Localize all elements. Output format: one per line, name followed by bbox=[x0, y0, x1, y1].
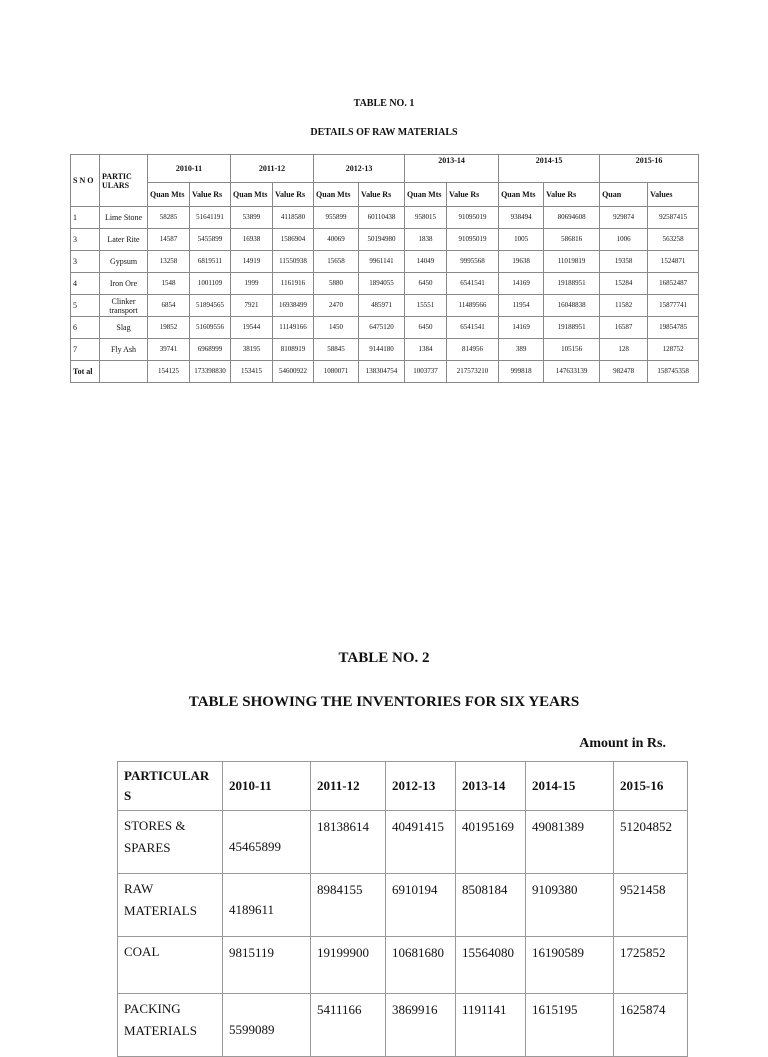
row-value: 80694608 bbox=[544, 207, 600, 229]
table1-subtitle: DETAILS OF RAW MATERIALS bbox=[310, 127, 458, 138]
sub-header: Quan Mts bbox=[499, 183, 544, 207]
row-value: 955899 bbox=[314, 207, 359, 229]
row-sno: 7 bbox=[71, 339, 100, 361]
sub-header: Value Rs bbox=[190, 183, 231, 207]
table-row bbox=[71, 361, 699, 383]
row-particular: Gypsum bbox=[100, 251, 148, 273]
row-value: 14169 bbox=[499, 273, 544, 295]
row-value: 49081389 bbox=[526, 811, 614, 874]
row-sno: 3 bbox=[71, 229, 100, 251]
table-row bbox=[118, 937, 688, 994]
row-value: 14587 bbox=[148, 229, 190, 251]
row-value: 929874 bbox=[600, 207, 648, 229]
row-value: 39741 bbox=[148, 339, 190, 361]
row-particular: STORES & SPARES bbox=[118, 811, 223, 874]
row-particular: Iron Ore bbox=[100, 273, 148, 295]
row-value: 154125 bbox=[148, 361, 190, 383]
row-value: 13258 bbox=[148, 251, 190, 273]
row-value: 19188951 bbox=[544, 317, 600, 339]
amount-note: Amount in Rs. bbox=[579, 736, 666, 751]
row-value: 1838 bbox=[405, 229, 447, 251]
row-value: 6541541 bbox=[447, 273, 499, 295]
row-particular: Clinker transport bbox=[100, 295, 148, 317]
row-value: 51609556 bbox=[190, 317, 231, 339]
row-value: 15551 bbox=[405, 295, 447, 317]
row-sno: 4 bbox=[71, 273, 100, 295]
row-value: 6968999 bbox=[190, 339, 231, 361]
row-value: 40491415 bbox=[386, 811, 456, 874]
row-value: 14919 bbox=[231, 251, 273, 273]
year-header: 2012-13 bbox=[314, 155, 405, 183]
row-value: 1894055 bbox=[359, 273, 405, 295]
row-sno: 3 bbox=[71, 251, 100, 273]
row-value: 19358 bbox=[600, 251, 648, 273]
row-value: 19544 bbox=[231, 317, 273, 339]
row-value: 16190589 bbox=[526, 937, 614, 994]
row-particular: Lime Stone bbox=[100, 207, 148, 229]
sub-header: Quan Mts bbox=[314, 183, 359, 207]
sub-header: Values bbox=[648, 183, 699, 207]
inventories-table bbox=[117, 761, 688, 1057]
row-value: 958015 bbox=[405, 207, 447, 229]
row-value: 158745358 bbox=[648, 361, 699, 383]
row-value: 92587415 bbox=[648, 207, 699, 229]
row-value: 51894565 bbox=[190, 295, 231, 317]
row-value: 128 bbox=[600, 339, 648, 361]
row-value: 16938 bbox=[231, 229, 273, 251]
row-value: 9815119 bbox=[223, 937, 311, 994]
row-value: 91095019 bbox=[447, 207, 499, 229]
row-value: 54600922 bbox=[273, 361, 314, 383]
row-value: 1001109 bbox=[190, 273, 231, 295]
row-value: 138304754 bbox=[359, 361, 405, 383]
row-value: 40069 bbox=[314, 229, 359, 251]
year-header: 2011-12 bbox=[311, 762, 386, 811]
row-value: 16852487 bbox=[648, 273, 699, 295]
row-value: 10681680 bbox=[386, 937, 456, 994]
year-header: 2014-15 bbox=[526, 762, 614, 811]
row-value: 60110438 bbox=[359, 207, 405, 229]
row-value: 53899 bbox=[231, 207, 273, 229]
row-value: 5880 bbox=[314, 273, 359, 295]
col-particulars-header: PARTICULAR S bbox=[118, 762, 223, 811]
row-value: 563258 bbox=[648, 229, 699, 251]
row-value: 50194980 bbox=[359, 229, 405, 251]
table2-title: TABLE NO. 2 bbox=[338, 650, 430, 666]
row-value: 40195169 bbox=[456, 811, 526, 874]
table-row bbox=[71, 229, 699, 251]
year-header: 2011-12 bbox=[231, 155, 314, 183]
year-header: 2013-14 bbox=[405, 155, 499, 183]
row-value: 5599089 bbox=[223, 994, 311, 1057]
row-value: 1524871 bbox=[648, 251, 699, 273]
row-value: 6541541 bbox=[447, 317, 499, 339]
row-value: 38195 bbox=[231, 339, 273, 361]
row-value: 9144180 bbox=[359, 339, 405, 361]
row-sno: 5 bbox=[71, 295, 100, 317]
row-value: 91095019 bbox=[447, 229, 499, 251]
row-value: 16938499 bbox=[273, 295, 314, 317]
year-header: 2013-14 bbox=[456, 762, 526, 811]
row-value: 1005 bbox=[499, 229, 544, 251]
row-value: 19852 bbox=[148, 317, 190, 339]
sub-header: Value Rs bbox=[359, 183, 405, 207]
row-particular: Slag bbox=[100, 317, 148, 339]
row-value: 4189611 bbox=[223, 874, 311, 937]
row-particular: RAW MATERIALS bbox=[118, 874, 223, 937]
row-particular: Fly Ash bbox=[100, 339, 148, 361]
sub-header: Quan bbox=[600, 183, 648, 207]
row-value: 1080071 bbox=[314, 361, 359, 383]
row-value: 1006 bbox=[600, 229, 648, 251]
row-value: 1191141 bbox=[456, 994, 526, 1057]
year-header: 2012-13 bbox=[386, 762, 456, 811]
table-row bbox=[71, 317, 699, 339]
row-value: 58285 bbox=[148, 207, 190, 229]
row-sno: Tot al bbox=[71, 361, 100, 383]
sub-header: Value Rs bbox=[273, 183, 314, 207]
row-value: 6854 bbox=[148, 295, 190, 317]
row-value: 19188951 bbox=[544, 273, 600, 295]
table-row bbox=[118, 994, 688, 1057]
col-particulars-header: PARTIC ULARS bbox=[100, 155, 148, 207]
row-value: 11489566 bbox=[447, 295, 499, 317]
table-row bbox=[71, 273, 699, 295]
sub-header: Value Rs bbox=[544, 183, 600, 207]
row-value: 45465899 bbox=[223, 811, 311, 874]
row-value: 1615195 bbox=[526, 994, 614, 1057]
row-value: 1586904 bbox=[273, 229, 314, 251]
row-value: 153415 bbox=[231, 361, 273, 383]
col-sno-header: S N O bbox=[71, 155, 100, 207]
table-row bbox=[118, 811, 688, 874]
row-value: 8108919 bbox=[273, 339, 314, 361]
row-value: 51204852 bbox=[614, 811, 688, 874]
row-value: 8984155 bbox=[311, 874, 386, 937]
row-value: 2470 bbox=[314, 295, 359, 317]
row-value: 105156 bbox=[544, 339, 600, 361]
row-value: 14169 bbox=[499, 317, 544, 339]
row-value: 11954 bbox=[499, 295, 544, 317]
row-value: 6475120 bbox=[359, 317, 405, 339]
year-header: 2014-15 bbox=[499, 155, 600, 183]
row-value: 9109380 bbox=[526, 874, 614, 937]
row-value: 173398830 bbox=[190, 361, 231, 383]
table-row bbox=[71, 251, 699, 273]
row-particular: PACKING MATERIALS bbox=[118, 994, 223, 1057]
row-value: 1548 bbox=[148, 273, 190, 295]
row-value: 6450 bbox=[405, 273, 447, 295]
row-value: 15564080 bbox=[456, 937, 526, 994]
sub-header: Quan Mts bbox=[148, 183, 190, 207]
row-particular bbox=[100, 361, 148, 383]
row-value: 1003737 bbox=[405, 361, 447, 383]
raw-materials-table bbox=[70, 154, 699, 383]
table2-subtitle: TABLE SHOWING THE INVENTORIES FOR SIX YEARS bbox=[188, 694, 580, 710]
row-value: 6910194 bbox=[386, 874, 456, 937]
row-value: 14049 bbox=[405, 251, 447, 273]
row-value: 6819511 bbox=[190, 251, 231, 273]
row-value: 15877741 bbox=[648, 295, 699, 317]
row-value: 5455899 bbox=[190, 229, 231, 251]
table-row bbox=[71, 295, 699, 317]
row-sno: 6 bbox=[71, 317, 100, 339]
row-value: 15658 bbox=[314, 251, 359, 273]
row-particular: COAL bbox=[118, 937, 223, 994]
row-value: 16587 bbox=[600, 317, 648, 339]
row-value: 8508184 bbox=[456, 874, 526, 937]
row-value: 9961141 bbox=[359, 251, 405, 273]
sub-header: Quan Mts bbox=[231, 183, 273, 207]
row-value: 18138614 bbox=[311, 811, 386, 874]
row-value: 485971 bbox=[359, 295, 405, 317]
row-value: 1999 bbox=[231, 273, 273, 295]
table-row bbox=[71, 339, 699, 361]
row-value: 147633139 bbox=[544, 361, 600, 383]
row-value: 586816 bbox=[544, 229, 600, 251]
row-value: 128752 bbox=[648, 339, 699, 361]
row-value: 1384 bbox=[405, 339, 447, 361]
row-value: 3869916 bbox=[386, 994, 456, 1057]
row-value: 1161916 bbox=[273, 273, 314, 295]
row-value: 1725852 bbox=[614, 937, 688, 994]
sub-header: Quan Mts bbox=[405, 183, 447, 207]
table1-title: TABLE NO. 1 bbox=[353, 98, 415, 109]
row-value: 9995568 bbox=[447, 251, 499, 273]
row-value: 11019819 bbox=[544, 251, 600, 273]
row-value: 814956 bbox=[447, 339, 499, 361]
row-value: 5411166 bbox=[311, 994, 386, 1057]
row-value: 217573210 bbox=[447, 361, 499, 383]
row-value: 19638 bbox=[499, 251, 544, 273]
year-header: 2015-16 bbox=[614, 762, 688, 811]
row-value: 938494 bbox=[499, 207, 544, 229]
year-header: 2010-11 bbox=[223, 762, 311, 811]
row-value: 982478 bbox=[600, 361, 648, 383]
row-value: 1625874 bbox=[614, 994, 688, 1057]
row-value: 58845 bbox=[314, 339, 359, 361]
row-value: 11550938 bbox=[273, 251, 314, 273]
year-header: 2010-11 bbox=[148, 155, 231, 183]
row-value: 1450 bbox=[314, 317, 359, 339]
row-value: 19199900 bbox=[311, 937, 386, 994]
table-row bbox=[118, 874, 688, 937]
row-value: 11582 bbox=[600, 295, 648, 317]
row-value: 16048838 bbox=[544, 295, 600, 317]
row-value: 19854785 bbox=[648, 317, 699, 339]
row-value: 7921 bbox=[231, 295, 273, 317]
row-value: 4118580 bbox=[273, 207, 314, 229]
row-value: 999818 bbox=[499, 361, 544, 383]
row-particular: Later Rite bbox=[100, 229, 148, 251]
year-header: 2015-16 bbox=[600, 155, 699, 183]
row-value: 9521458 bbox=[614, 874, 688, 937]
row-value: 389 bbox=[499, 339, 544, 361]
sub-header: Value Rs bbox=[447, 183, 499, 207]
table-row bbox=[71, 207, 699, 229]
row-sno: 1 bbox=[71, 207, 100, 229]
row-value: 15284 bbox=[600, 273, 648, 295]
row-value: 11149166 bbox=[273, 317, 314, 339]
row-value: 6450 bbox=[405, 317, 447, 339]
row-value: 51641191 bbox=[190, 207, 231, 229]
